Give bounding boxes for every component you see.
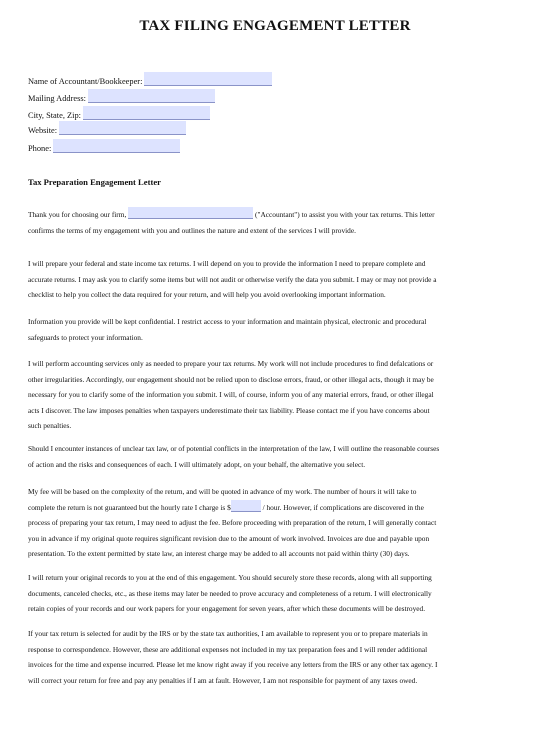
paragraph-line: I will prepare your federal and state income tax returns. I will depend on you to provide the information I need to prepare complete and (28, 259, 426, 268)
fee-text-b: / hour. However, if complications are discovered in the (262, 502, 424, 512)
paragraph-accounting-services (28, 356, 520, 434)
fee-text-a: complete the return is not guaranteed but the hourly rate I charge is $ (28, 502, 231, 512)
paragraph-line: documents, canceled checks, etc., as these items may later be needed to prove accuracy and completeness of a return. I will electronically (28, 588, 432, 598)
paragraph-fees (28, 484, 520, 562)
paragraph-line: you in advance if my original quote requires significant revision due to the amount of work involved. Invoices are due and payable upon (28, 533, 430, 543)
phone-row (28, 139, 180, 153)
intro-text-b: ("Accountant") to assist you with your tax returns. This letter (255, 210, 435, 219)
mailing-address-row (28, 89, 215, 103)
firm-name-field[interactable] (128, 207, 253, 219)
paragraph-line: retain copies of your records and our work papers for your engagement for seven years, after which these documents will be destroyed. (28, 604, 426, 614)
paragraph-line: Should I encounter instances of unclear tax law, or of potential conflicts in the interpretation of the law, I will outline the reasonable courses (28, 444, 440, 453)
paragraph-line: presentation. To the extent permitted by state law, an interest charge may be added to all accounts not paid within thirty (30) days. (28, 549, 410, 559)
paragraph-line: other irregularities. Accordingly, our engagement should not be relied upon to disclose errors, fraud, or other illegal acts, though it may be (28, 374, 434, 384)
city-state-zip-row (28, 106, 210, 120)
phone-label: Phone: (28, 144, 52, 153)
website-row (28, 121, 186, 135)
mailing-address-field[interactable] (88, 89, 215, 103)
mailing-address-label: Mailing Address: (28, 94, 86, 103)
paragraph-audit (28, 626, 520, 688)
accountant-name-label: Name of Accountant/Bookkeeper: (28, 77, 143, 86)
hourly-rate-field[interactable] (231, 500, 261, 512)
paragraph-line: If your tax return is selected for audit by the IRS or by the state tax authorities, I am available to represent you or to prepare materials in (28, 629, 428, 638)
paragraph-line: safeguards to protect your information. (28, 332, 143, 342)
paragraph-records (28, 570, 520, 617)
paragraph-line: My fee will be based on the complexity of the return, and will be quoted in advance of my work. The number of hours it will take to (28, 487, 417, 496)
paragraph-line: I will perform accounting services only as needed to prepare your tax returns. My work will not include procedures to find defalcations or (28, 359, 434, 368)
paragraph-line: checklist to help you collect the data required for your return, and will help you avoid overlooking important information. (28, 290, 386, 300)
accountant-name-field[interactable] (144, 72, 272, 86)
document-title: TAX FILING ENGAGEMENT LETTER (139, 18, 411, 34)
paragraph-line: necessary for you to clarify some of the information you submit. I will, of course, inform you of any material errors, fraud, or other illegal (28, 390, 434, 400)
website-label: Website: (28, 126, 58, 135)
phone-field[interactable] (53, 139, 180, 153)
paragraph-line: Information you provide will be kept confidential. I restrict access to your information and maintain physical, electronic and procedural (28, 317, 427, 326)
paragraph-preparation (28, 256, 520, 303)
paragraph-line: I will return your original records to you at the end of this engagement. You should securely store these records, along with all supporting (28, 573, 432, 582)
accountant-name-row (28, 72, 272, 86)
city-state-zip-label: City, State, Zip: (28, 111, 81, 120)
paragraph-confidentiality (28, 314, 520, 345)
paragraph-line: confirms the terms of my engagement with you and outlines the nature and extent of the services I will provide. (28, 225, 356, 235)
paragraph-unclear-tax-law (28, 441, 520, 472)
paragraph-line: invoices for the time and expense incurred. Please let me know right away if you receive any letters from the IRS or any other tax agency. I (28, 660, 438, 670)
intro-text-a: Thank you for choosing our firm, (28, 210, 127, 219)
paragraph-line: acts I discover. The law imposes penalties when taxpayers underestimate their tax liability. Please contact me if you have concerns about (28, 405, 430, 415)
paragraph-intro (28, 207, 520, 238)
website-field[interactable] (59, 121, 186, 135)
paragraph-line: accurate returns. I may ask you to clarify some items but will not audit or otherwise verify the data you submit. I may or may not provide a (28, 274, 437, 284)
letter-subheading: Tax Preparation Engagement Letter (28, 177, 161, 187)
city-state-zip-field[interactable] (83, 106, 210, 120)
paragraph-line (28, 500, 520, 516)
paragraph-line: response to correspondence. However, these are additional expenses not included in my tax preparation fees and I will render additional (28, 644, 428, 654)
paragraph-line: will correct your return for free and pay any penalties if I am at fault. However, I am not responsible for payment of any taxes owed. (28, 675, 418, 685)
paragraph-line: process of preparing your tax return, I may need to adjust the fee. Before proceeding with preparation of the return, I will generally contact (28, 518, 437, 528)
paragraph-line: such penalties. (28, 421, 72, 431)
paragraph-line (28, 207, 520, 223)
paragraph-line: of action and the risks and consequences of each. I will ultimately adopt, on your behalf, the alternative you select. (28, 459, 366, 469)
